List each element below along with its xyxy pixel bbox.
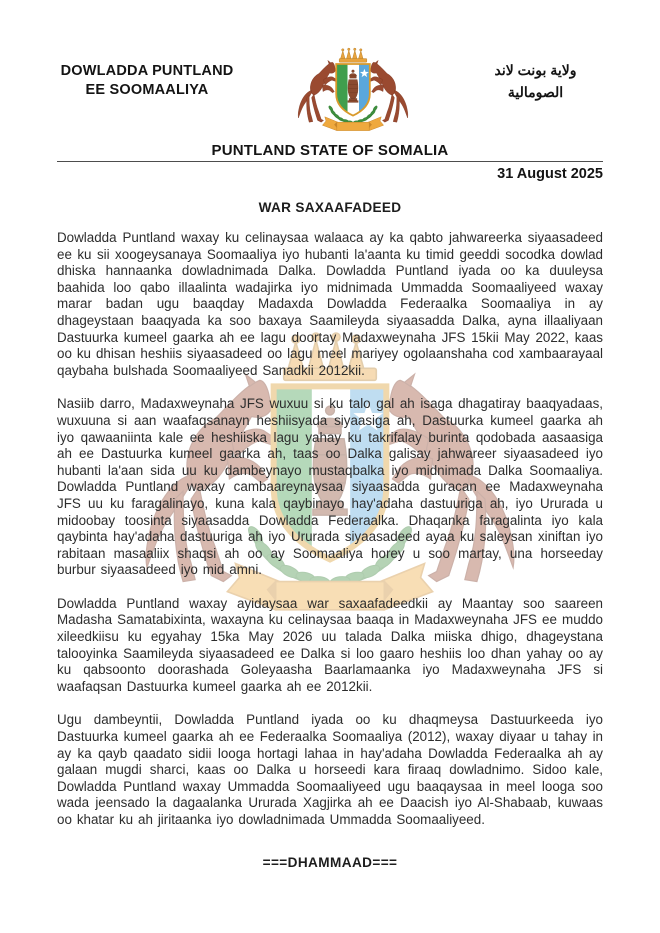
press-release-paragraph: Nasiib darro, Madaxweynaha JFS wuxuu si ku talo gal ah isaga dhagatiray baaqyadaas, wuxuuna si aan waafaqsanayn heshiisyada siyaasiga ah, Dastuurka kumeel gaarka ah iyo qawaaniinta kale ee heshiiska lagu yahay ku takrifalay burinta qodobada aasaasiga ah ee Dastuurka kumeel gaarka ah, taas oo Dalka galisay jahwareer siyaasadeed iyo hubanti la'aan sida uu ku dambeynayo mustaqbalka iyo midnimada Dalka Soomaaliya. Dowladda Puntland waxay cambaareynaysaa siyaasadda guracan ee Madaxweynaha JFS uu ku faragalinayo, kuna kala qaybinayo hay'adaha dastuuriga ah, iyo Ururada u midoobay toosinta siyaasadda Dowladda Federaalka. Dhaqanka faragalinta iyo kala qaybinta hay'adaha dastuuriga ah iyo Ururada siyaasadeed ayaa ku saleysan xiniftan iyo rabitaan masaaliix shaqsi ah oo ay Soomaaliya horey u soo martay, una horseeday burbur siyaasadeed iyo mid amni. <box>57 396 603 578</box>
org-name-somali-line1: DOWLADDA PUNTLAND <box>60 63 234 79</box>
org-name-arabic <box>468 44 603 103</box>
org-name-english: PUNTLAND STATE OF SOMALIA <box>211 142 449 159</box>
press-release-paragraph: Ugu dambeyntii, Dowladda Puntland iyada oo ku dhaqmeysa Dastuurkeeda iyo Dastuurka kumeel gaarka ah ee Federaalka Soomaaliya (2012), waxay diyaar u tahay in ay ka qayb qaadato sidii looga hortagi lahaa in hay'adaha Dowladda Federaalka ah ay galaan mugdi sharci, kaas oo Dalka u horseedi kara firaaq dowladnimo. Sidoo kale, Dowladda Puntland waxay Ummadda Soomaaliyeed ugu baaqaysaa in meel looga soo wada jeensado la dagaalanka Ururada Xagjirka ah ee Daacish iyo Al-Shabaab, kuwaas oo khatar ku ah jiritaanka iyo dowladnimada Ummadda Soomaaliyeed. <box>57 712 603 827</box>
press-release-paragraph: Dowladda Puntland waxay ku celinaysaa walaaca ay ka qabto jahwareerka siyaasadeed ee ku sii xoogeysanaya Soomaaliya iyo hubanti la'aanta ku timid geeddi socodka dowlad dhiska hannaanka dowladnimada Dalka. Dowladda Puntland iyada oo ka duuleysa baahida loo qabo illaalinta wadajirka iyo midnimada Ummadda Soomaaliyeed waxay marar badan ugu baaqday Madaxda Dowladda Federaalka Soomaaliya in ay dhageystaan baaqyada ka soo baxaya Saamileyda siyaasadda Dalka, ayna illaaliyaan Dastuurka kumeel gaarka ah ee lagu doortay Madaxweynaha JFS 15kii May 2022, kaas oo ku dhisan heshiis siyaasadeed oo lagu meel mariyey ogolaanshaha cod xambaarayaal qaybaha bulshada Soomaaliyeed Sanadkii 2012kii. <box>57 230 603 378</box>
press-release-title: WAR SAXAAFADEED <box>258 200 402 215</box>
press-release-paragraph: Dowladda Puntland waxay ayidaysaa war saxaafadeedkii ay Maantay soo saareen Madasha Samatabixinta, waxayna ku celinaysaa baaqa in Madaxweynaha JFS ee muddo xileedkiisu ku egyahay 15ka May 2026 uu talada Dalka miiska dhigo, dhageystana talooyinka Saamileyda siyaasadeed ee Dalka si loo gaaro heshiis loo dhan yahay oo ay ku qabsoonto doorashada Goleyaasha Baarlamaanka iyo Madaxweynaha JFS si waafaqsan Dastuurka kumeel gaarka ah ee 2012kii. <box>57 595 603 694</box>
document-date: 31 August 2025 <box>497 166 603 182</box>
org-name-somali <box>57 44 237 99</box>
org-name-somali-line2: EE SOOMAALIYA <box>85 81 209 98</box>
letterhead <box>57 44 603 142</box>
org-name-arabic-line2: الصومالية <box>507 83 564 100</box>
header-divider <box>57 161 603 164</box>
coat-of-arms-icon <box>288 46 418 142</box>
org-name-arabic-line1: ولاية بونت لاند <box>494 62 577 78</box>
end-marker: ===DHAMMAAD=== <box>262 854 398 870</box>
